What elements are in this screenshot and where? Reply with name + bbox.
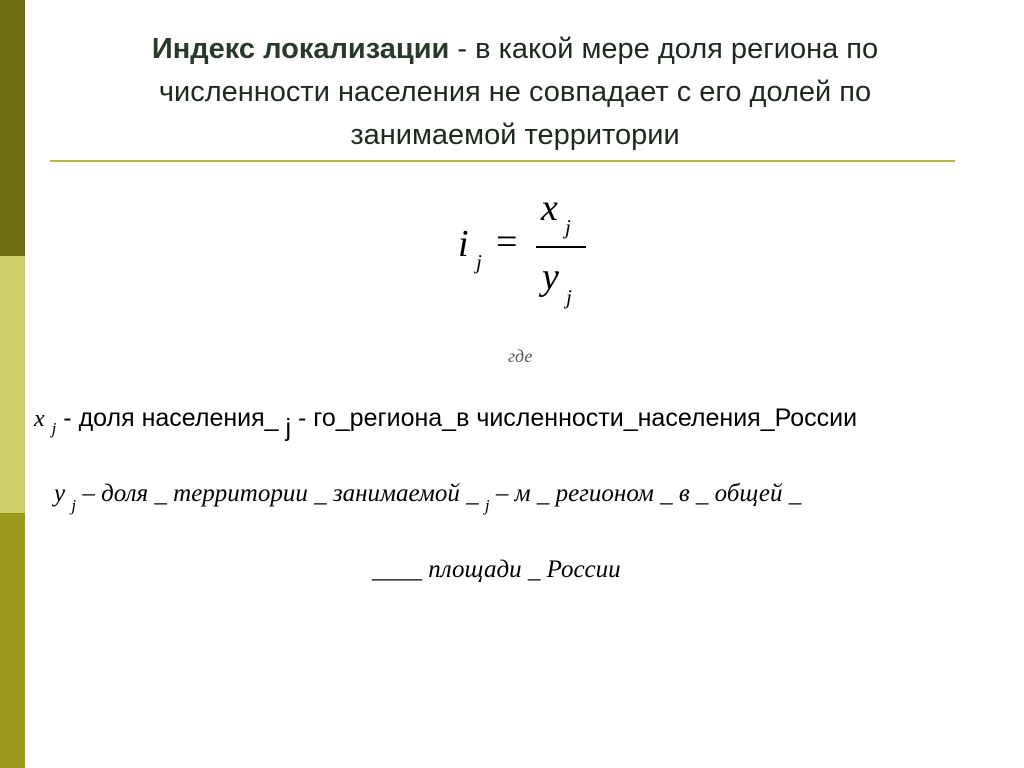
formula-lhs-variable: i <box>458 223 469 265</box>
title-line-2: численности населения не совпадает с его долей по <box>158 76 872 108</box>
side-bar-segment-bottom <box>0 513 25 768</box>
where-label: где <box>508 346 533 366</box>
definition-y-variable: y <box>54 480 66 507</box>
definition-x-text-part-2: - го_региона_в численности_населения_России <box>298 404 858 432</box>
definition-y-continuation: ____ площади _ России <box>372 556 621 583</box>
formula-denominator-variable: y <box>542 256 559 298</box>
definition-x-j: j <box>285 414 292 442</box>
title-line-3: занимаемой территории <box>350 119 680 151</box>
definition-x-variable: x <box>34 406 45 432</box>
slide-title <box>60 28 970 157</box>
formula-equals-sign: = <box>496 221 518 263</box>
formula-numerator-subscript: j <box>565 215 571 239</box>
title-divider <box>50 160 955 162</box>
formula-fraction-bar <box>536 246 586 248</box>
formula-lhs-subscript: j <box>476 250 482 274</box>
title-term: Индекс локализации <box>151 33 450 65</box>
definition-y-j: j <box>484 496 490 515</box>
side-bar-segment-middle <box>0 256 25 513</box>
definition-y <box>54 480 802 515</box>
formula-numerator-variable: x <box>541 187 558 229</box>
side-bar-segment-top <box>0 0 25 256</box>
title-line-1 <box>60 28 970 71</box>
formula-denominator-subscript: j <box>566 285 572 309</box>
definition-x-text-part-1: - доля населения_ <box>63 404 286 432</box>
definition-x <box>34 404 1024 442</box>
side-accent-bar <box>0 0 25 768</box>
definition-y-text-part-1: – доля _ территории _ занимаемой _ <box>82 480 485 507</box>
definition-x-subscript: j <box>51 419 57 438</box>
definition-y-subscript: j <box>71 496 77 515</box>
definition-y-text-part-2: – м _ регионом _ в _ общей _ <box>495 480 802 507</box>
title-definition-part-1: - в какой мере доля региона по <box>449 33 879 65</box>
